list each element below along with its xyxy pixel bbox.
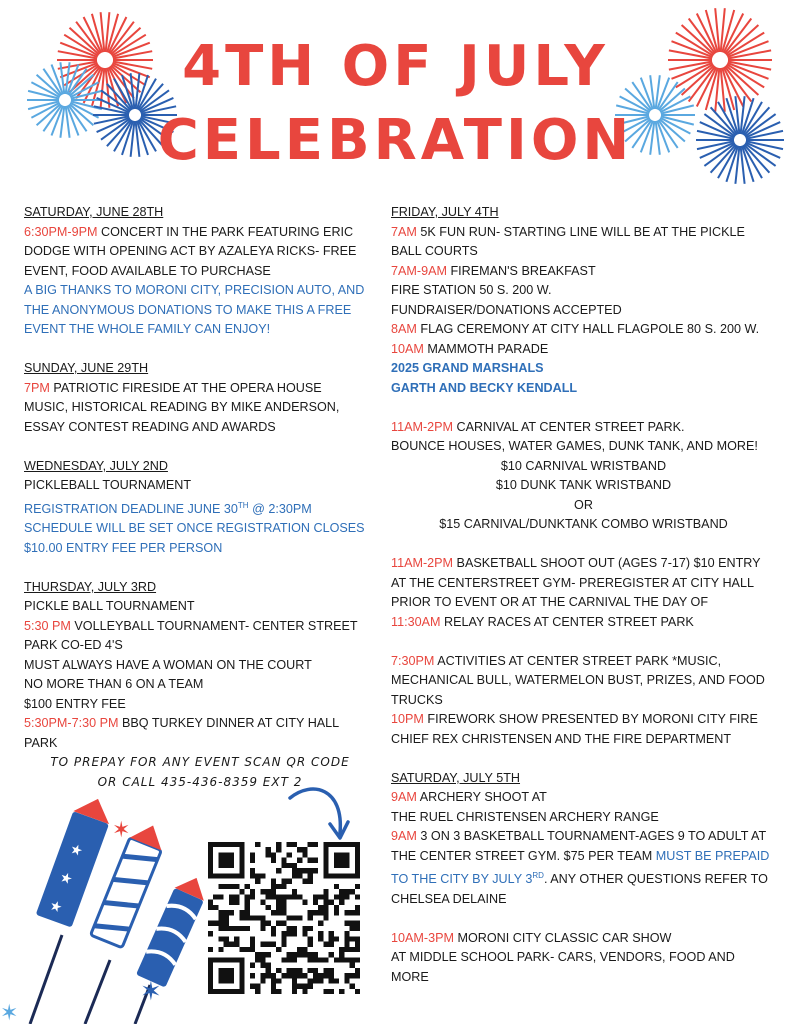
day-header: THURSDAY, JULY 3RD xyxy=(24,579,157,594)
svg-text:✶: ✶ xyxy=(112,817,131,842)
left-column xyxy=(24,203,369,753)
event-item: 11AM-2PM CARNIVAL AT CENTER STREET PARK. xyxy=(391,419,685,434)
event-item: 9AM ARCHERY SHOOT AT xyxy=(391,790,547,804)
event-item: 7AM-9AM FIREMAN'S BREAKFAST xyxy=(391,263,596,278)
event-item: PICKLE BALL TOURNAMENT xyxy=(24,599,195,614)
page-subtitle: CELEBRATION xyxy=(157,108,634,173)
event-item: 11AM-2PM BASKETBALL SHOOT OUT (AGES 7-17) $10 ENTRY AT THE CENTERSTREET GYM- PREREGISTER AT CITY HALL PRIOR TO EVENT OR AT THE CARNIVAL THE DAY OF xyxy=(391,556,761,609)
event-item: 7AM 5K FUN RUN- STARTING LINE WILL BE AT THE PICKLE BALL COURTS xyxy=(391,224,745,258)
schedule-note: SCHEDULE WILL BE SET ONCE REGISTRATION CLOSES xyxy=(24,521,365,536)
prepay-note: TO PREPAY FOR ANY EVENT SCAN QR CODE OR CALL 435-436-8359 EXT 2 xyxy=(50,755,350,789)
grand-marshals-names: GARTH AND BECKY KENDALL xyxy=(391,380,578,395)
sponsor-thanks: A BIG THANKS TO MORONI CITY, PRECISION AUTO, AND THE ANONYMOUS DONATIONS TO MAKE THIS A FREE EVENT THE WHOLE FAMILY CAN ENJOY! xyxy=(24,283,365,336)
wristband-option: $15 CARNIVAL/DUNKTANK COMBO WRISTBAND xyxy=(439,517,728,531)
svg-text:★: ★ xyxy=(67,839,86,860)
day-header: SATURDAY, JUNE 28TH xyxy=(24,205,164,219)
event-item: 5:30 PM VOLLEYBALL TOURNAMENT- CENTER STREET PARK CO-ED 4'S xyxy=(24,618,358,653)
event-detail: FIRE STATION 50 S. 200 W. xyxy=(391,283,552,297)
event-detail: BOUNCE HOUSES, WATER GAMES, DUNK TANK, AND MORE! xyxy=(391,439,758,453)
svg-text:✶: ✶ xyxy=(140,976,162,1006)
rocket-icon xyxy=(0,795,205,1024)
event-item: PICKLEBALL TOURNAMENT xyxy=(24,478,192,492)
svg-text:★: ★ xyxy=(57,868,76,888)
event-item: 7PM PATRIOTIC FIRESIDE AT THE OPERA HOUSE MUSIC, HISTORICAL READING BY MIKE ANDERSON, ESSAY CONTEST READING AND AWARDS xyxy=(24,380,340,434)
event-item: 8AM FLAG CEREMONY AT CITY HALL FLAGPOLE 80 S. 200 W. xyxy=(391,322,760,336)
event-detail: FUNDRAISER/DONATIONS ACCEPTED xyxy=(391,302,622,317)
event-item: 7:30PM ACTIVITIES AT CENTER STREET PARK *MUSIC, MECHANICAL BULL, WATERMELON BUST, PRIZES, AND FOOD TRUCKS xyxy=(391,653,765,707)
event-item: 9AM 3 ON 3 BASKETBALL TOURNAMENT-AGES 9 TO ADULT AT THE CENTER STREET GYM. $75 PER TEAM MUST BE PREPAID TO THE CITY BY JULY 3RD. ANY OTHER QUESTIONS REFER TO CHELSEA DELAINE xyxy=(391,829,770,906)
event-item: 11:30AM RELAY RACES AT CENTER STREET PARK xyxy=(391,614,694,629)
page-title: 4TH OF JULY xyxy=(182,34,609,99)
event-item: 10AM MAMMOTH PARADE xyxy=(391,341,549,356)
arrow-icon xyxy=(282,778,352,848)
day-header: SUNDAY, JUNE 29TH xyxy=(24,361,149,375)
wristband-or: OR xyxy=(574,497,593,512)
day-header: WEDNESDAY, JULY 2ND xyxy=(24,458,168,473)
entry-fee: $100 ENTRY FEE xyxy=(24,696,126,711)
svg-text:✶: ✶ xyxy=(0,1000,19,1024)
event-item: 10PM FIREWORK SHOW PRESENTED BY MORONI CITY FIRE CHIEF REX CHRISTENSEN AND THE FIRE DEPARTMENT xyxy=(391,712,758,746)
qr-code-icon[interactable] xyxy=(208,842,360,994)
svg-text:★: ★ xyxy=(47,896,65,916)
event-item: 6:30PM-9PM CONCERT IN THE PARK FEATURING ERIC DODGE WITH OPENING ACT BY AZALEYA RICKS- FREE EVENT, FOOD AVAILABLE TO PURCHASE xyxy=(24,224,357,278)
rule-item: MUST ALWAYS HAVE A WOMAN ON THE COURT xyxy=(24,657,312,672)
event-detail: THE RUEL CHRISTENSEN ARCHERY RANGE xyxy=(391,809,659,824)
day-header: SATURDAY, JULY 5TH xyxy=(391,770,521,785)
event-detail: AT MIDDLE SCHOOL PARK- CARS, VENDORS, FOOD AND MORE xyxy=(391,950,735,984)
rule-item: NO MORE THAN 6 ON A TEAM xyxy=(24,677,204,692)
event-item: 10AM-3PM MORONI CITY CLASSIC CAR SHOW xyxy=(391,930,672,945)
grand-marshals-title: 2025 GRAND MARSHALS xyxy=(391,361,544,375)
wristband-option: $10 CARNIVAL WRISTBAND xyxy=(500,458,667,473)
event-item: 5:30PM-7:30 PM BBQ TURKEY DINNER AT CITY HALL PARK xyxy=(24,716,339,750)
right-column xyxy=(391,203,776,987)
wristband-option: $10 DUNK TANK WRISTBAND xyxy=(495,478,672,492)
entry-fee: $10.00 ENTRY FEE PER PERSON xyxy=(24,540,223,555)
day-header: FRIDAY, JULY 4TH xyxy=(391,205,499,219)
registration-deadline: REGISTRATION DEADLINE JUNE 30TH @ 2:30PM xyxy=(24,500,312,516)
